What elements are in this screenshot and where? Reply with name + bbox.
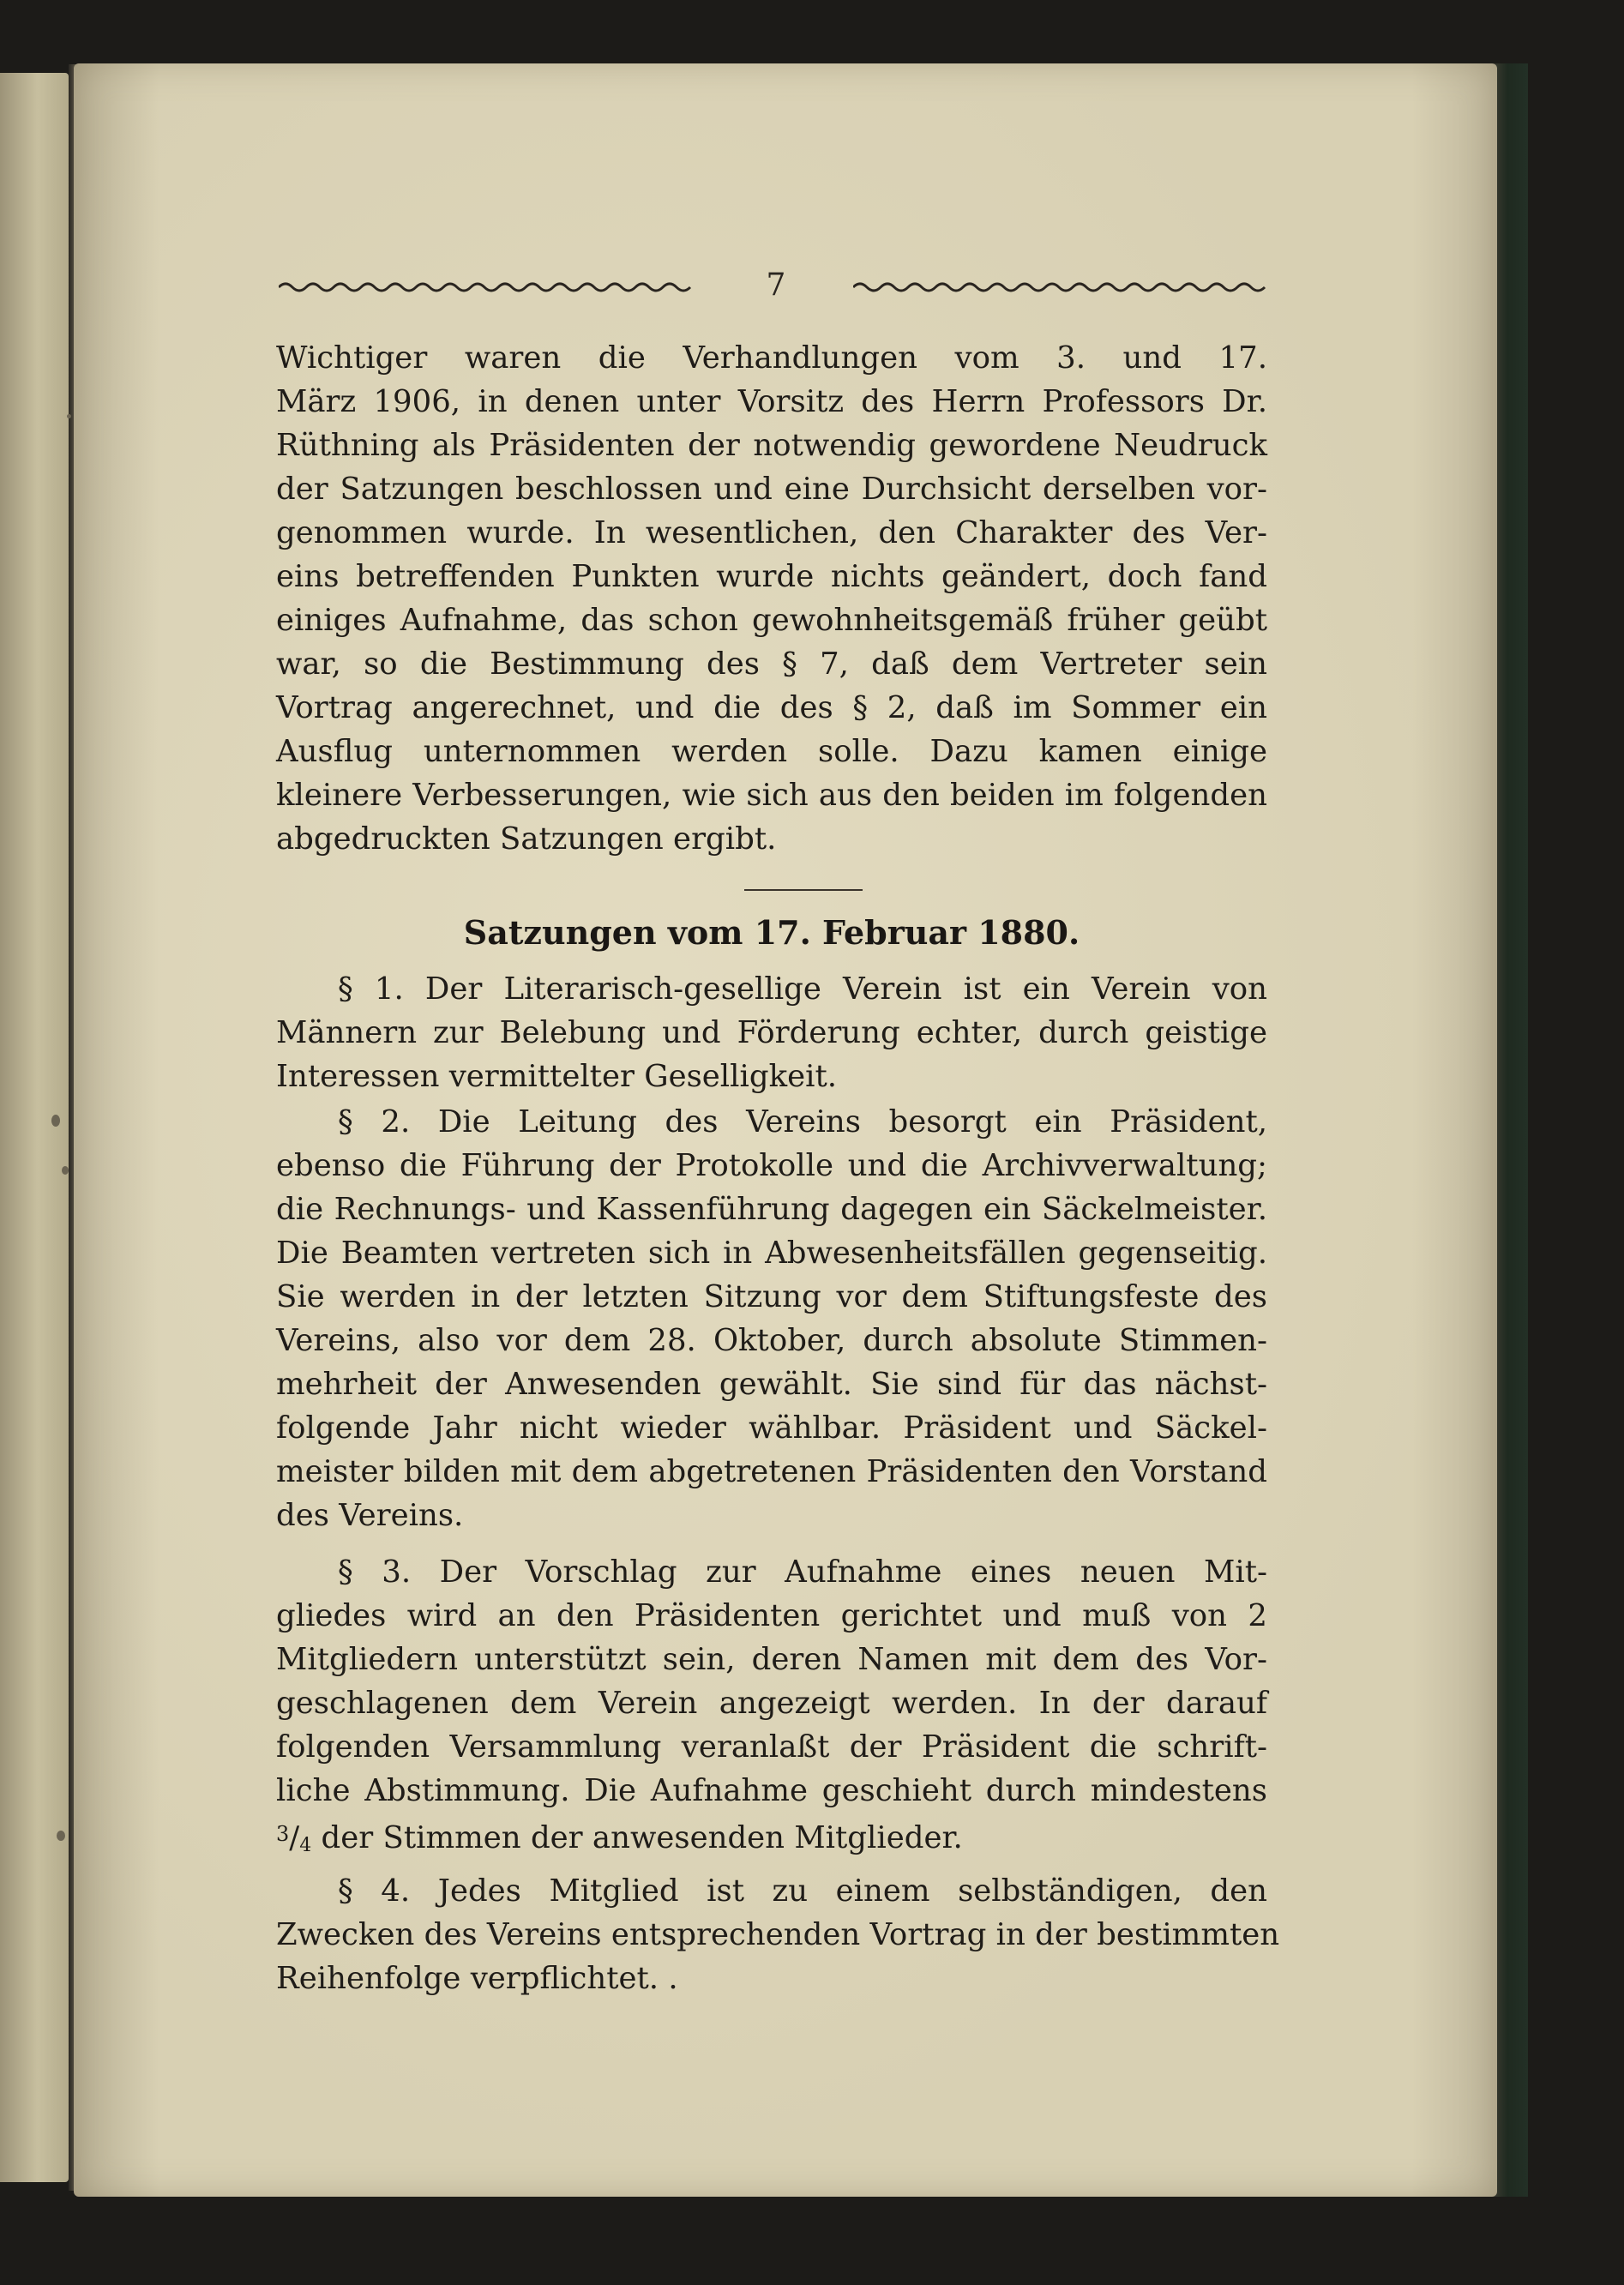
text-line: geschlagenen dem Verein angezeigt werden. In der darauf <box>276 1686 1267 1721</box>
text-line: Männern zur Belebung und Förderung echter, durch geistige <box>276 1015 1267 1050</box>
text-line: war, so die Bestimmung des § 7, daß dem Vertreter sein <box>276 646 1267 682</box>
book-cover-edge <box>1494 63 1528 2197</box>
paragraph-section-1 <box>276 967 1267 1098</box>
text-line: der Satzungen beschlossen und eine Durchsicht derselben vor- <box>276 472 1267 507</box>
paragraph-section-4 <box>276 1869 1280 2000</box>
text-line: des Vereins. <box>276 1498 464 1533</box>
text-line: ebenso die Führung der Protokolle und die Archivverwaltung; <box>276 1148 1267 1183</box>
text-line: Zwecken des Vereins entsprechenden Vortrag in der bestimmten <box>276 1917 1280 1952</box>
text-line: gliedes wird an den Präsidenten gerichtet und muß von 2 <box>276 1598 1267 1633</box>
text-line-fraction: $^3$/4 der Stimmen der anwesenden Mitglieder. <box>276 1820 963 1856</box>
text-line: Rüthning als Präsidenten der notwendig gewordene Neudruck <box>276 428 1267 463</box>
header-ornament-right <box>853 273 1269 302</box>
section-heading: Satzungen vom 17. Februar 1880. <box>463 913 1080 952</box>
text-line: folgende Jahr nicht wieder wählbar. Präsident und Säckel- <box>276 1410 1267 1446</box>
text-line: mehrheit der Anwesenden gewählt. Sie sind für das nächst- <box>276 1367 1267 1402</box>
fraction-line-text: der Stimmen der anwesenden Mitglieder. <box>311 1820 963 1855</box>
text-line: kleinere Verbesserungen, wie sich aus den beiden im folgenden <box>276 778 1267 813</box>
fraction-denominator: 4 <box>299 1835 312 1856</box>
text-line: Die Beamten vertreten sich in Abwesenheitsfällen gegenseitig. <box>276 1236 1267 1271</box>
page-number: 7 <box>766 268 786 303</box>
text-line: § 2. Die Leitung des Vereins besorgt ein Präsident, <box>338 1104 1267 1139</box>
text-line: Mitgliedern unterstützt sein, deren Namen mit dem des Vor- <box>276 1642 1267 1677</box>
section-divider <box>744 889 863 891</box>
text-line: § 4. Jedes Mitglied ist zu einem selbständigen, den <box>338 1873 1267 1909</box>
paper-speck <box>51 1115 60 1127</box>
fraction-numerator: 3 <box>276 1822 290 1846</box>
text-line: Vortrag angerechnet, und die des § 2, daß im Sommer ein <box>276 690 1267 725</box>
text-line: die Rechnungs- und Kassenführung dagegen ein Säckelmeister. <box>276 1192 1267 1227</box>
text-line: § 1. Der Literarisch-gesellige Verein ist ein Verein von <box>338 971 1267 1007</box>
text-line: eins betreffenden Punkten wurde nichts geändert, doch fand <box>276 559 1267 594</box>
text-line: Vereins, also vor dem 28. Oktober, durch absolute Stimmen- <box>276 1323 1267 1358</box>
intro-paragraph <box>276 336 1267 861</box>
text-line: einiges Aufnahme, das schon gewohnheitsgemäß früher geübt <box>276 603 1267 638</box>
text-line: März 1906, in denen unter Vorsitz des Herrn Professors Dr. <box>276 384 1267 419</box>
text-line: meister bilden mit dem abgetretenen Präsidenten den Vorstand <box>276 1454 1267 1489</box>
text-line: Reihenfolge verpflichtet. . <box>276 1961 678 1996</box>
header-ornament-left <box>279 273 695 302</box>
paper-speck <box>57 1831 65 1841</box>
text-line: Sie werden in der letzten Sitzung vor dem Stiftungsfeste des <box>276 1279 1267 1314</box>
text-line: liche Abstimmung. Die Aufnahme geschieht durch mindestens <box>276 1773 1267 1808</box>
paper-speck <box>67 414 71 418</box>
paragraph-section-3 <box>276 1550 1267 1867</box>
text-line: Wichtiger waren die Verhandlungen vom 3. und 17. <box>276 340 1267 376</box>
text-line: abgedruckten Satzungen ergibt. <box>276 821 777 857</box>
text-line: Ausflug unternommen werden solle. Dazu kamen einige <box>276 734 1267 769</box>
text-line: § 3. Der Vorschlag zur Aufnahme eines neuen Mit- <box>338 1554 1267 1590</box>
text-line: genommen wurde. In wesentlichen, den Charakter des Ver- <box>276 515 1267 550</box>
paper-speck <box>62 1166 69 1175</box>
paragraph-section-2 <box>276 1100 1267 1537</box>
text-line: folgenden Versammlung veranlaßt der Präsident die schrift- <box>276 1729 1267 1765</box>
left-page-edge <box>0 73 69 2182</box>
text-line: Interessen vermittelter Geselligkeit. <box>276 1059 838 1094</box>
